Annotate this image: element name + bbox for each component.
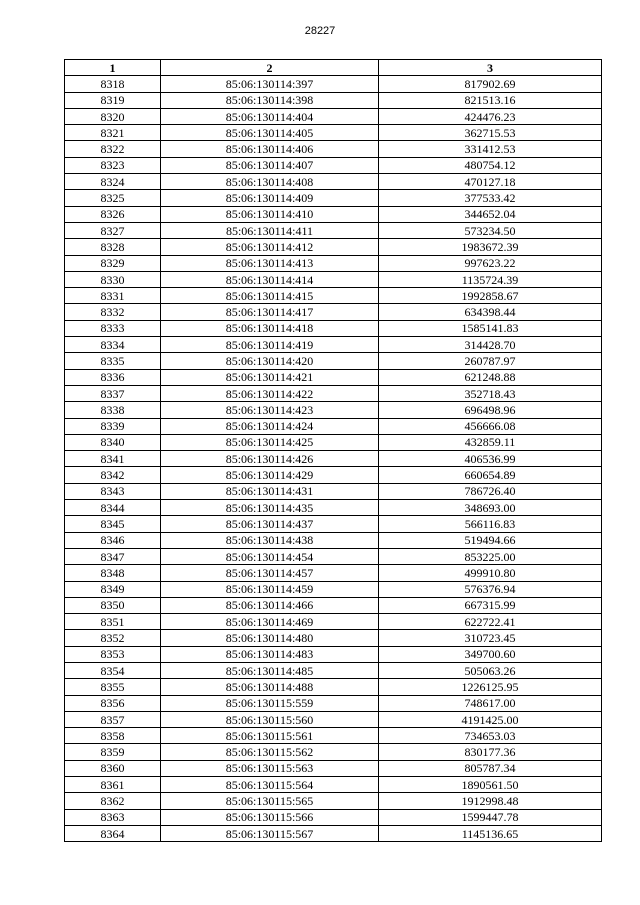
row-number-cell: 8345 [65, 516, 161, 532]
value-cell: 362715.53 [379, 125, 602, 141]
row-number-cell: 8349 [65, 581, 161, 597]
row-number-cell: 8352 [65, 630, 161, 646]
value-cell: 622722.41 [379, 614, 602, 630]
row-number-cell: 8358 [65, 728, 161, 744]
value-cell: 1890561.50 [379, 777, 602, 793]
cadastral-number-cell: 85:06:130115:564 [161, 777, 379, 793]
table-row [65, 679, 602, 695]
cadastral-number-cell: 85:06:130114:420 [161, 353, 379, 369]
table-row [65, 288, 602, 304]
row-number-cell: 8359 [65, 744, 161, 760]
table-row [65, 255, 602, 271]
cadastral-number-cell: 85:06:130114:414 [161, 271, 379, 287]
row-number-cell: 8337 [65, 385, 161, 401]
value-cell: 667315.99 [379, 597, 602, 613]
table-row [65, 304, 602, 320]
value-cell: 853225.00 [379, 548, 602, 564]
table-row [65, 141, 602, 157]
row-number-cell: 8362 [65, 793, 161, 809]
table-row [65, 597, 602, 613]
row-number-cell: 8318 [65, 76, 161, 92]
cadastral-number-cell: 85:06:130114:485 [161, 662, 379, 678]
row-number-cell: 8338 [65, 402, 161, 418]
value-cell: 621248.88 [379, 369, 602, 385]
row-number-cell: 8330 [65, 271, 161, 287]
cadastral-number-cell: 85:06:130115:567 [161, 825, 379, 841]
cadastral-number-cell: 85:06:130114:424 [161, 418, 379, 434]
row-number-cell: 8344 [65, 500, 161, 516]
cadastral-number-cell: 85:06:130114:417 [161, 304, 379, 320]
row-number-cell: 8360 [65, 760, 161, 776]
row-number-cell: 8335 [65, 353, 161, 369]
value-cell: 734653.03 [379, 728, 602, 744]
table-row [65, 728, 602, 744]
cadastral-number-cell: 85:06:130114:435 [161, 500, 379, 516]
cadastral-number-cell: 85:06:130115:561 [161, 728, 379, 744]
table-row [65, 548, 602, 564]
value-cell: 432859.11 [379, 434, 602, 450]
value-cell: 4191425.00 [379, 711, 602, 727]
row-number-cell: 8347 [65, 548, 161, 564]
cadastral-number-cell: 85:06:130114:483 [161, 646, 379, 662]
cadastral-number-cell: 85:06:130115:560 [161, 711, 379, 727]
table-row [65, 793, 602, 809]
table-row [65, 157, 602, 173]
table-row [65, 744, 602, 760]
cadastral-value-table [64, 59, 602, 842]
table-row [65, 483, 602, 499]
value-cell: 821513.16 [379, 92, 602, 108]
cadastral-number-cell: 85:06:130114:469 [161, 614, 379, 630]
table-row [65, 565, 602, 581]
table-row [65, 418, 602, 434]
value-cell: 505063.26 [379, 662, 602, 678]
table-row [65, 337, 602, 353]
table-row [65, 190, 602, 206]
row-number-cell: 8324 [65, 174, 161, 190]
cadastral-number-cell: 85:06:130114:409 [161, 190, 379, 206]
table-row [65, 76, 602, 92]
value-cell: 344652.04 [379, 206, 602, 222]
row-number-cell: 8329 [65, 255, 161, 271]
row-number-cell: 8319 [65, 92, 161, 108]
cadastral-number-cell: 85:06:130115:565 [161, 793, 379, 809]
table-row [65, 222, 602, 238]
table-row [65, 271, 602, 287]
cadastral-number-cell: 85:06:130114:488 [161, 679, 379, 695]
row-number-cell: 8328 [65, 239, 161, 255]
cadastral-number-cell: 85:06:130114:412 [161, 239, 379, 255]
value-cell: 519494.66 [379, 532, 602, 548]
table-row [65, 777, 602, 793]
table-row [65, 206, 602, 222]
value-cell: 817902.69 [379, 76, 602, 92]
table-row [65, 174, 602, 190]
value-cell: 314428.70 [379, 337, 602, 353]
row-number-cell: 8343 [65, 483, 161, 499]
cadastral-number-cell: 85:06:130114:454 [161, 548, 379, 564]
cadastral-number-cell: 85:06:130114:406 [161, 141, 379, 157]
table-row [65, 125, 602, 141]
row-number-cell: 8342 [65, 467, 161, 483]
table-row [65, 532, 602, 548]
cadastral-number-cell: 85:06:130114:459 [161, 581, 379, 597]
table-row [65, 516, 602, 532]
table-row [65, 92, 602, 108]
value-cell: 424476.23 [379, 108, 602, 124]
cadastral-number-cell: 85:06:130114:421 [161, 369, 379, 385]
cadastral-number-cell: 85:06:130114:466 [161, 597, 379, 613]
value-cell: 310723.45 [379, 630, 602, 646]
column-header-3: 3 [379, 60, 602, 76]
table-header-row [65, 60, 602, 76]
table-row [65, 809, 602, 825]
cadastral-number-cell: 85:06:130115:559 [161, 695, 379, 711]
value-cell: 1145136.65 [379, 825, 602, 841]
value-cell: 573234.50 [379, 222, 602, 238]
table-row [65, 402, 602, 418]
value-cell: 805787.34 [379, 760, 602, 776]
table-row [65, 467, 602, 483]
row-number-cell: 8356 [65, 695, 161, 711]
value-cell: 660654.89 [379, 467, 602, 483]
value-cell: 634398.44 [379, 304, 602, 320]
cadastral-number-cell: 85:06:130114:457 [161, 565, 379, 581]
table-row [65, 581, 602, 597]
row-number-cell: 8350 [65, 597, 161, 613]
value-cell: 1992858.67 [379, 288, 602, 304]
column-header-2: 2 [161, 60, 379, 76]
table-row [65, 500, 602, 516]
value-cell: 748617.00 [379, 695, 602, 711]
table-row [65, 760, 602, 776]
cadastral-number-cell: 85:06:130114:431 [161, 483, 379, 499]
table-row [65, 320, 602, 336]
row-number-cell: 8322 [65, 141, 161, 157]
cadastral-number-cell: 85:06:130115:566 [161, 809, 379, 825]
cadastral-number-cell: 85:06:130114:411 [161, 222, 379, 238]
cadastral-number-cell: 85:06:130114:397 [161, 76, 379, 92]
row-number-cell: 8340 [65, 434, 161, 450]
value-cell: 470127.18 [379, 174, 602, 190]
cadastral-number-cell: 85:06:130115:562 [161, 744, 379, 760]
cadastral-number-cell: 85:06:130114:398 [161, 92, 379, 108]
cadastral-number-cell: 85:06:130114:419 [161, 337, 379, 353]
row-number-cell: 8323 [65, 157, 161, 173]
table-row [65, 451, 602, 467]
column-header-1: 1 [65, 60, 161, 76]
value-cell: 997623.22 [379, 255, 602, 271]
cadastral-number-cell: 85:06:130114:437 [161, 516, 379, 532]
table-row [65, 646, 602, 662]
table-row [65, 353, 602, 369]
value-cell: 1912998.48 [379, 793, 602, 809]
value-cell: 499910.80 [379, 565, 602, 581]
cadastral-number-cell: 85:06:130114:413 [161, 255, 379, 271]
row-number-cell: 8348 [65, 565, 161, 581]
row-number-cell: 8357 [65, 711, 161, 727]
table-row [65, 630, 602, 646]
cadastral-number-cell: 85:06:130114:404 [161, 108, 379, 124]
cadastral-number-cell: 85:06:130114:415 [161, 288, 379, 304]
table-row [65, 385, 602, 401]
row-number-cell: 8331 [65, 288, 161, 304]
value-cell: 260787.97 [379, 353, 602, 369]
cadastral-number-cell: 85:06:130114:423 [161, 402, 379, 418]
value-cell: 456666.08 [379, 418, 602, 434]
cadastral-number-cell: 85:06:130114:425 [161, 434, 379, 450]
table-body [65, 76, 602, 842]
value-cell: 348693.00 [379, 500, 602, 516]
row-number-cell: 8339 [65, 418, 161, 434]
value-cell: 480754.12 [379, 157, 602, 173]
value-cell: 406536.99 [379, 451, 602, 467]
table-row [65, 614, 602, 630]
row-number-cell: 8327 [65, 222, 161, 238]
row-number-cell: 8346 [65, 532, 161, 548]
value-cell: 1599447.78 [379, 809, 602, 825]
cadastral-number-cell: 85:06:130114:429 [161, 467, 379, 483]
table-row [65, 434, 602, 450]
row-number-cell: 8320 [65, 108, 161, 124]
table-row [65, 239, 602, 255]
row-number-cell: 8325 [65, 190, 161, 206]
table-row [65, 695, 602, 711]
value-cell: 1983672.39 [379, 239, 602, 255]
cadastral-number-cell: 85:06:130114:438 [161, 532, 379, 548]
row-number-cell: 8364 [65, 825, 161, 841]
cadastral-number-cell: 85:06:130114:408 [161, 174, 379, 190]
value-cell: 1585141.83 [379, 320, 602, 336]
cadastral-number-cell: 85:06:130114:422 [161, 385, 379, 401]
cadastral-number-cell: 85:06:130114:410 [161, 206, 379, 222]
row-number-cell: 8361 [65, 777, 161, 793]
table-row [65, 108, 602, 124]
row-number-cell: 8354 [65, 662, 161, 678]
row-number-cell: 8363 [65, 809, 161, 825]
row-number-cell: 8355 [65, 679, 161, 695]
value-cell: 696498.96 [379, 402, 602, 418]
value-cell: 377533.42 [379, 190, 602, 206]
row-number-cell: 8326 [65, 206, 161, 222]
value-cell: 566116.83 [379, 516, 602, 532]
row-number-cell: 8321 [65, 125, 161, 141]
value-cell: 576376.94 [379, 581, 602, 597]
cadastral-number-cell: 85:06:130114:405 [161, 125, 379, 141]
table-row [65, 662, 602, 678]
value-cell: 830177.36 [379, 744, 602, 760]
cadastral-number-cell: 85:06:130114:426 [161, 451, 379, 467]
cadastral-number-cell: 85:06:130114:480 [161, 630, 379, 646]
value-cell: 349700.60 [379, 646, 602, 662]
value-cell: 1135724.39 [379, 271, 602, 287]
row-number-cell: 8332 [65, 304, 161, 320]
table-row [65, 825, 602, 841]
cadastral-number-cell: 85:06:130114:418 [161, 320, 379, 336]
table-row [65, 369, 602, 385]
value-cell: 331412.53 [379, 141, 602, 157]
row-number-cell: 8333 [65, 320, 161, 336]
value-cell: 786726.40 [379, 483, 602, 499]
page-number: 28227 [304, 25, 336, 37]
cadastral-number-cell: 85:06:130115:563 [161, 760, 379, 776]
table-row [65, 711, 602, 727]
row-number-cell: 8351 [65, 614, 161, 630]
row-number-cell: 8336 [65, 369, 161, 385]
row-number-cell: 8341 [65, 451, 161, 467]
value-cell: 1226125.95 [379, 679, 602, 695]
row-number-cell: 8334 [65, 337, 161, 353]
row-number-cell: 8353 [65, 646, 161, 662]
cadastral-number-cell: 85:06:130114:407 [161, 157, 379, 173]
value-cell: 352718.43 [379, 385, 602, 401]
